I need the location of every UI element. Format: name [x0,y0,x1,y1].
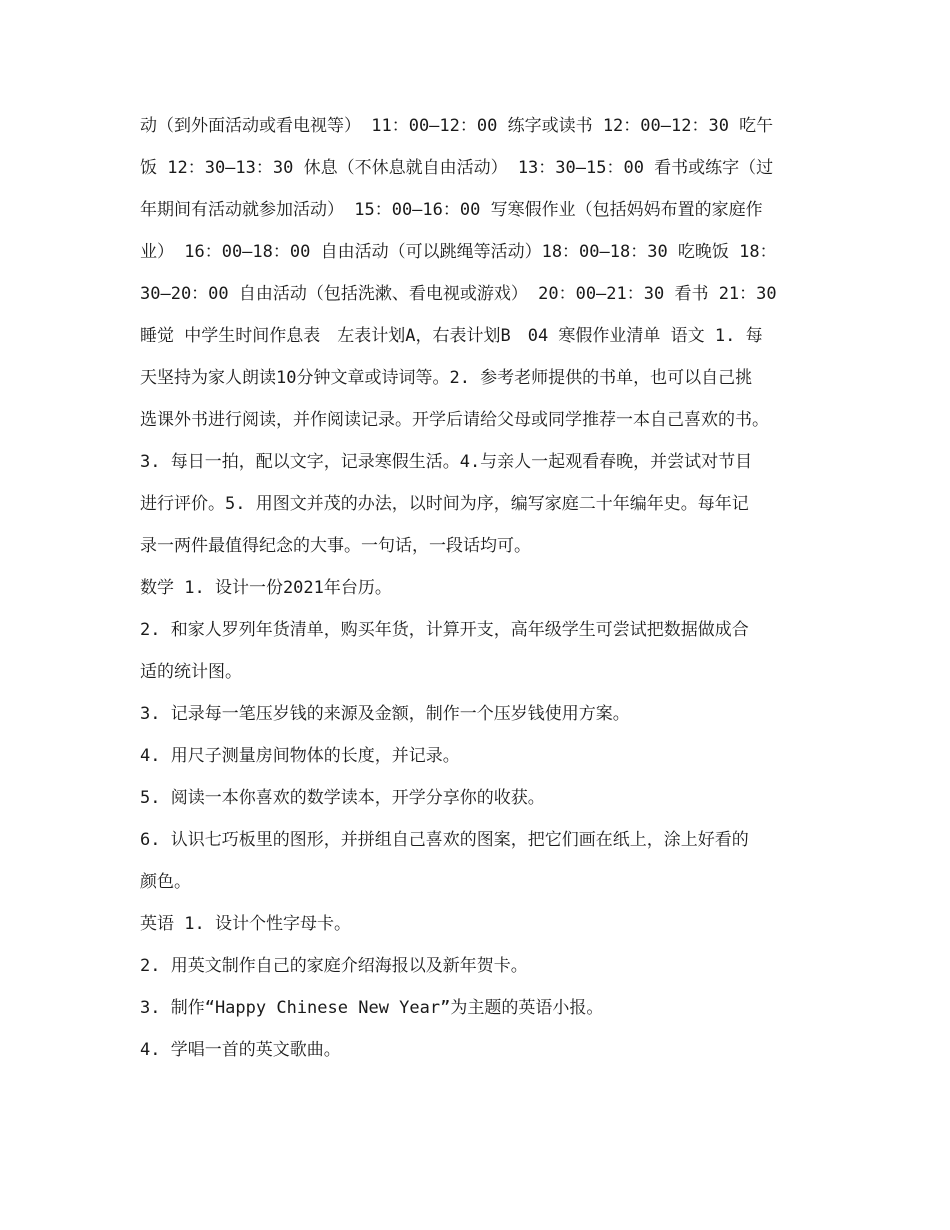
text-line: 6. 认识七巧板里的图形，并拼组自己喜欢的图案，把它们画在纸上，涂上好看的 [140,830,749,850]
text-line: 4. 用尺子测量房间物体的长度，并记录。 [140,746,460,766]
text-line: 2. 用英文制作自己的家庭介绍海报以及新年贺卡。 [140,956,528,976]
text-line: 选课外书进行阅读，并作阅读记录。开学后请给父母或同学推荐一本自己喜欢的书。 [140,410,769,430]
text-line: 睡觉 中学生时间作息表 左表计划A，右表计划B 04 寒假作业清单 语文 1. 每 [140,326,763,346]
text-line: 年期间有活动就参加活动） 15：00—16：00 写寒假作业（包括妈妈布置的家庭作 [140,200,763,220]
text-line: 颜色。 [140,872,191,892]
text-line: 30—20：00 自由活动（包括洗漱、看电视或游戏） 20：00—21：30 看书 21：30 [140,284,777,304]
text-line: 天坚持为家人朗读10分钟文章或诗词等。2. 参考老师提供的书单，也可以自己挑 [140,368,753,388]
text-line: 3. 记录每一笔压岁钱的来源及金额，制作一个压岁钱使用方案。 [140,704,630,724]
text-line: 5. 阅读一本你喜欢的数学读本，开学分享你的收获。 [140,788,545,808]
text-line: 3. 每日一拍，配以文字，记录寒假生活。4.与亲人一起观看春晚，并尝试对节目 [140,452,753,472]
text-line: 英语 1. 设计个性字母卡。 [140,914,351,934]
text-line: 动（到外面活动或看电视等） 11：00—12：00 练字或读书 12：00—12：30 吃午 [140,116,774,136]
text-line: 业） 16：00—18：00 自由活动（可以跳绳等活动）18：00—18：30 吃晚饭 18： [140,242,777,262]
text-line: 适的统计图。 [140,662,242,682]
text-line: 3. 制作“Happy Chinese New Year”为主题的英语小报。 [140,998,604,1018]
text-line: 进行评价。5. 用图文并茂的办法，以时间为序，编写家庭二十年编年史。每年记 [140,494,749,514]
text-line: 录一两件最值得纪念的大事。一句话，一段话均可。 [140,536,531,556]
document-body [140,112,830,1078]
text-line: 数学 1. 设计一份2021年台历。 [140,578,392,598]
text-line: 2. 和家人罗列年货清单，购买年货，计算开支，高年级学生可尝试把数据做成合 [140,620,749,640]
text-line: 饭 12：30—13：30 休息（不休息就自由活动） 13：30—15：00 看书或练字（过 [140,158,774,178]
text-line: 4. 学唱一首的英文歌曲。 [140,1040,341,1060]
